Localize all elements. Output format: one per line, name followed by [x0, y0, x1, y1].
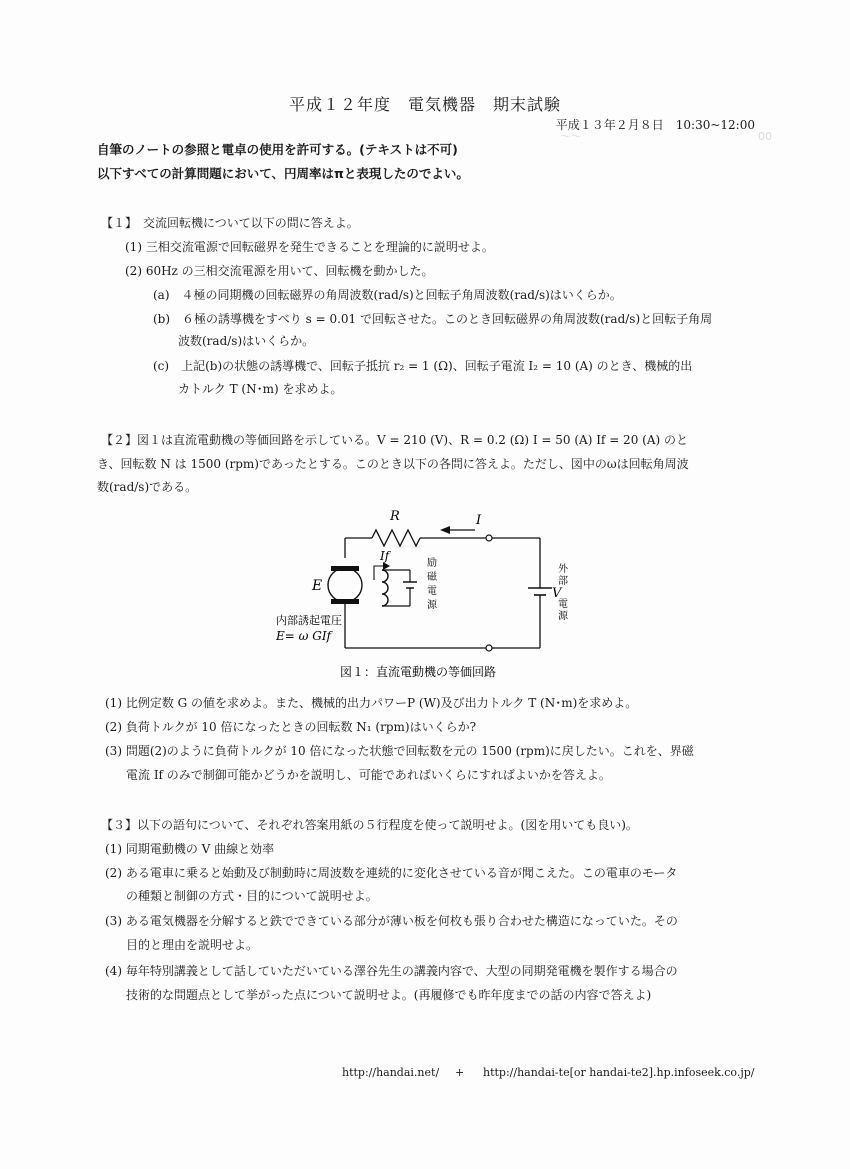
label-I: I: [476, 513, 482, 528]
q3-item-3-line1: (3) ある電気機器を分解すると鉄でできている部分が薄い板を何枚も張り合わせた構造になっていた。その: [105, 914, 678, 928]
label-R: R: [390, 509, 400, 524]
label-If: If: [380, 549, 390, 563]
instruction-2: 以下すべての計算問題において、円周率はπと表現したのでよい。: [97, 166, 469, 181]
q1-item-2: (2) 60Hz の三相交流電源を用いて、回転機を動かした。: [125, 264, 434, 278]
q1-sub-b-line2: 波数(rad/s)はいくらか。: [178, 334, 315, 348]
q3-item-2-line1: (2) ある電車に乗ると始動及び制動時に周波数を連続的に変化させている音が聞こえた。この電車のモータ: [105, 866, 678, 880]
q3-item-1: (1) 同期電動機の V 曲線と効率: [105, 842, 275, 856]
q1-item-1: (1) 三相交流電源で回転磁界を発生できることを理論的に説明せよ。: [125, 240, 494, 254]
q2-item-3-line1: (3) 問題(2)のように負荷トルクが 10 倍になった状態で回転数を元の 1500 (rpm)に戻したい。これを、界磁: [105, 744, 694, 758]
figure-caption: 図１：直流電動機の等価回路: [340, 665, 497, 679]
exam-date: 平成１３年２月８日 10:30~12:00: [555, 118, 755, 132]
q2-item-2: (2) 負荷トルクが 10 倍になったときの回転数 N₁ (rpm)はいくらか?: [105, 720, 477, 734]
q3-heading: 【３】以下の語句について、それぞれ答案用紙の５行程度を使って説明せよ。(図を用いても良い)。: [101, 818, 638, 832]
field-src-3: 電: [427, 586, 437, 597]
label-V: V: [552, 586, 562, 601]
instruction-1: 自筆のノートの参照と電卓の使用を許可する。(テキストは不可): [97, 142, 458, 157]
ext-src-4: 源: [558, 611, 568, 622]
q2-intro-line2: き、回転数 N は 1500 (rpm)であったとする。このとき以下の各問に答えよ。ただし、図中のωは回転角周波: [97, 457, 689, 471]
current-arrow-icon: [440, 526, 450, 534]
resistor-symbol: [372, 530, 420, 546]
field-src-4: 源: [427, 600, 437, 611]
q3-item-2-line2: の種類と制御の方式・目的について説明せよ。: [126, 889, 378, 903]
emf-label: 内部誘起電圧: [276, 614, 342, 627]
field-current-arrow-icon: [383, 562, 390, 570]
footer-url-1[interactable]: http://handai.net/: [342, 1066, 440, 1079]
q1-sub-c-line1: (c) 上記(b)の状態の誘導機で、回転子抵抗 r₂ = 1 (Ω)、回転子電流 I₂ = 10 (A) のとき、機械的出: [153, 359, 693, 373]
footer-url-2[interactable]: http://handai-te[or handai-te2].hp.infoseek.co.jp/: [483, 1066, 755, 1079]
ext-src-3: 電: [558, 599, 568, 610]
q1-heading: 【１】 交流回転機について以下の問に答えよ。: [101, 216, 359, 230]
footer-plus: +: [455, 1066, 465, 1079]
q3-item-4-line2: 技術的な問題点として挙がった点について説明せよ。(再履修でも昨年度までの話の内容で答えよ): [126, 988, 652, 1002]
emf-formula: E= ω GIf: [276, 629, 331, 643]
q2-item-3-line2: 電流 If のみで制御可能かどうかを説明し、可能であればいくらにすればよいかを答えよ。: [126, 768, 611, 782]
field-src-2: 磁: [427, 572, 437, 583]
q2-item-1: (1) 比例定数 G の値を求めよ。また、機械的出力パワーP (W)及び出力トルク T (N･m)を求めよ。: [105, 696, 638, 710]
q1-sub-c-line2: カトルク T (N･m) を求めよ。: [178, 382, 343, 396]
q2-intro-line1: 【２】図１は直流電動機の等価回路を示している。V = 210 (V)、R = 0.2 (Ω) I = 50 (A) If = 20 (A) のと: [101, 433, 688, 447]
terminal-bottom: [486, 645, 492, 651]
q1-sub-a: (a) ４極の同期機の回転磁界の角周波数(rad/s)と回転子角周波数(rad/s)はいくらか。: [153, 288, 622, 302]
q1-sub-b-line1: (b) ６極の誘導機をすべり s = 0.01 で回転させた。このとき回転磁界の角周波数(rad/s)と回転子角周: [153, 312, 713, 326]
armature-symbol: [328, 568, 362, 602]
q3-item-3-line2: 目的と理由を説明せよ。: [126, 938, 259, 952]
q3-item-4-line1: (4) 毎年特別講義として話していただいている澤谷先生の講義内容で、大型の同期発電機を製作する場合の: [105, 964, 678, 978]
q2-intro-line3: 数(rad/s)である。: [97, 480, 198, 494]
label-E: E: [312, 578, 323, 594]
ext-src-2: 部: [558, 576, 568, 587]
dc-motor-circuit-figure: [270, 500, 570, 685]
field-src-1: 励: [427, 558, 437, 569]
field-coil-symbol: [382, 570, 388, 606]
bleed-through-text: 〜〜 00: [560, 130, 772, 143]
ext-src-1: 外: [558, 564, 568, 575]
terminal-top: [486, 535, 492, 541]
exam-title: 平成１２年度 電気機器 期末試験: [288, 95, 561, 114]
